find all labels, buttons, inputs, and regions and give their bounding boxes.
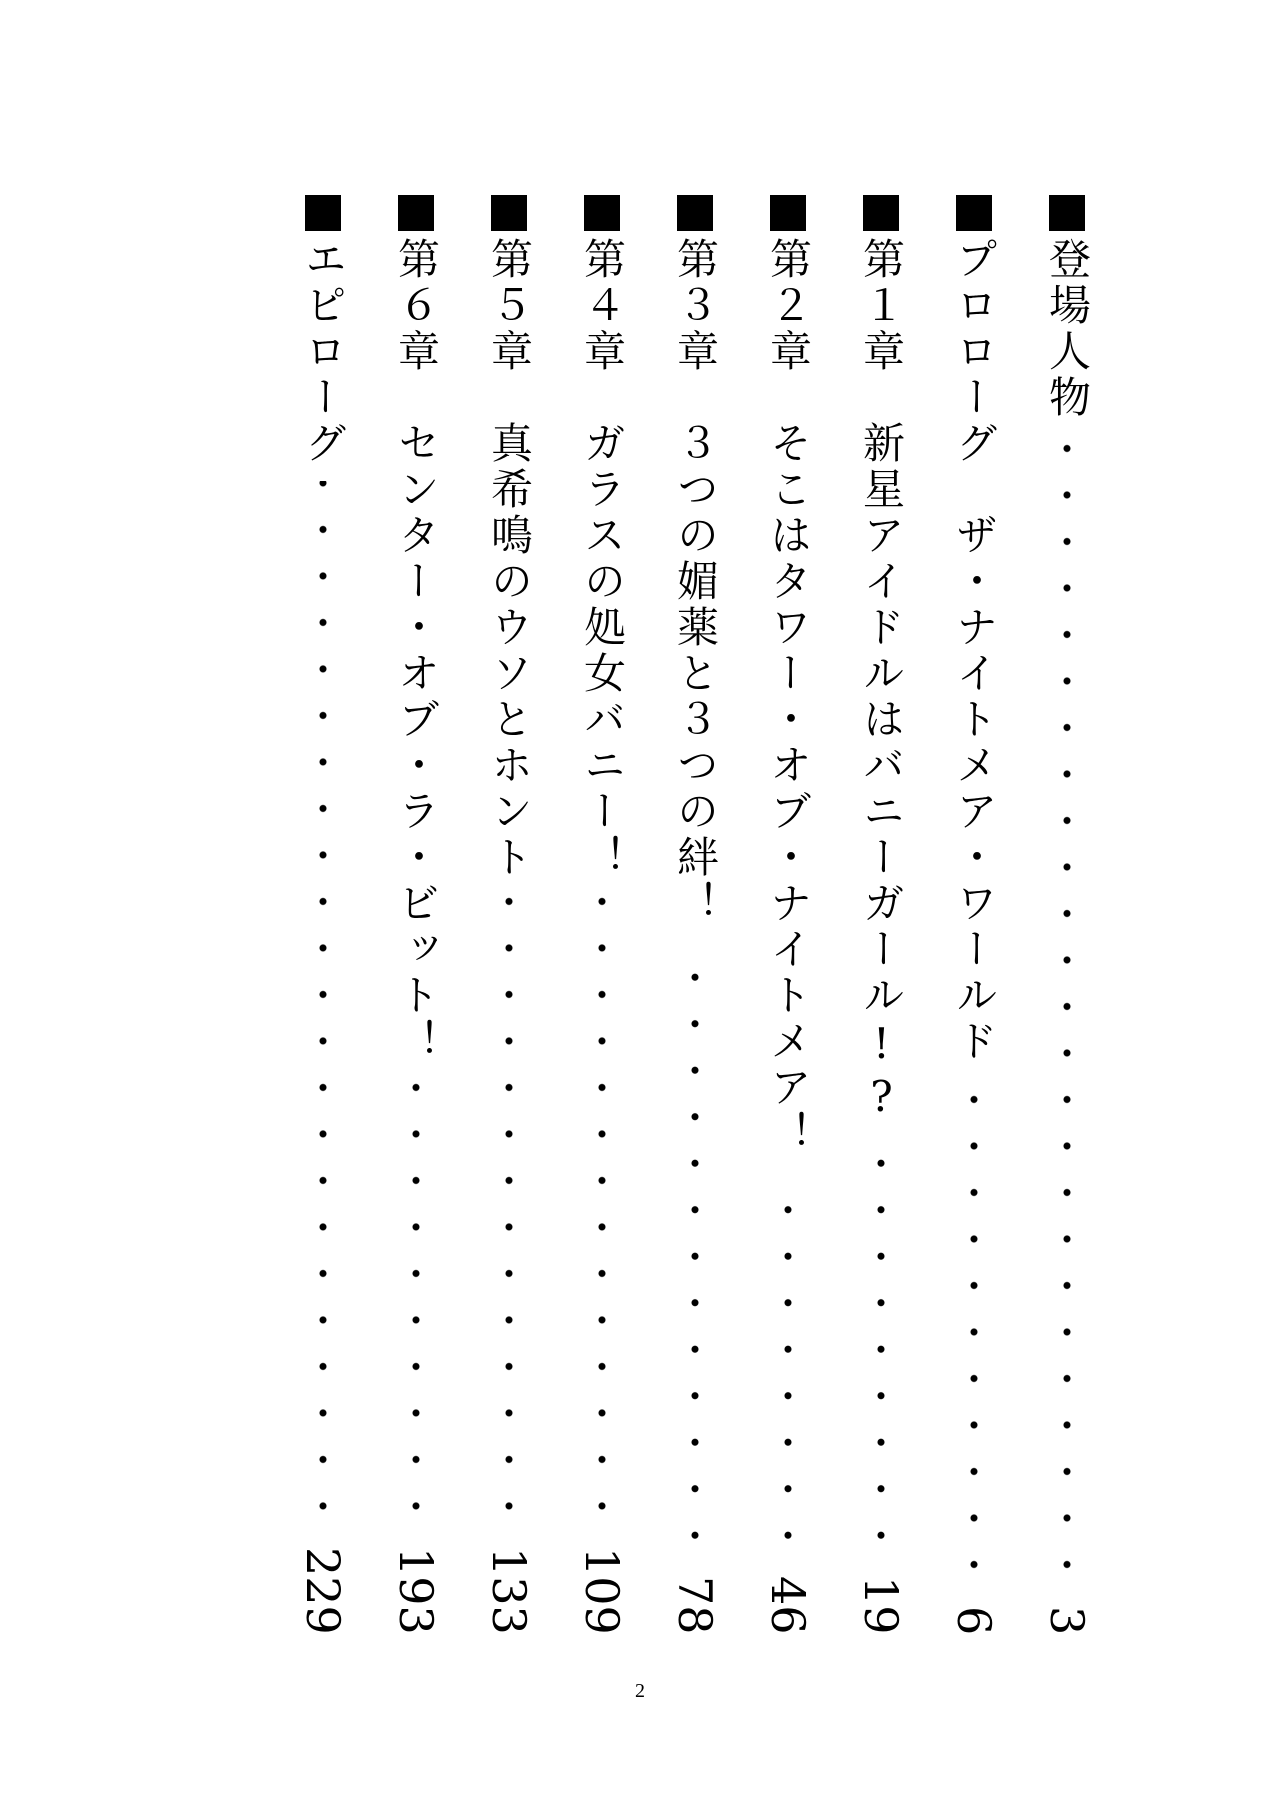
dot-leader [765,1171,811,1558]
table-of-contents [296,195,1094,1635]
toc-entry[interactable] [947,195,1001,1635]
dot-leader [300,481,346,1529]
entry-page-number: 3 [1040,1605,1094,1635]
entry-title: プロローグ ザ・ナイトメア・ワールド [950,237,999,1065]
entry-page-number: 229 [296,1547,350,1635]
page-number: 2 [635,1680,645,1702]
toc-entry[interactable] [1040,195,1094,1635]
toc-entry[interactable] [761,195,815,1635]
entry-page-number: 46 [761,1576,815,1635]
toc-entry[interactable] [482,195,536,1635]
dot-leader [486,895,532,1529]
dot-leader [1044,435,1090,1588]
toc-entry[interactable] [389,195,443,1635]
square-bullet-icon [491,195,527,231]
entry-title: 登場人物 [1043,237,1092,421]
entry-page-number: 78 [668,1576,722,1635]
square-bullet-icon [1049,195,1085,231]
square-bullet-icon [770,195,806,231]
entry-page-number: 133 [482,1547,536,1635]
square-bullet-icon [956,195,992,231]
toc-entry[interactable] [575,195,629,1635]
dot-leader [858,1139,904,1558]
square-bullet-icon [398,195,434,231]
entry-page-number: 109 [575,1547,629,1635]
entry-page-number: 19 [854,1576,908,1635]
toc-entry[interactable] [854,195,908,1635]
entry-title: 第２章 そこはタワー・オブ・ナイトメア！ [764,237,813,1157]
square-bullet-icon [584,195,620,231]
entry-title: 第６章 センター・オブ・ラ・ビット！ [392,237,441,1065]
square-bullet-icon [863,195,899,231]
toc-entry[interactable] [668,195,722,1635]
dot-leader [951,1079,997,1588]
dot-leader [672,941,718,1558]
entry-title: 第５章 真希鳴のウソとホント [485,237,534,881]
entry-title: エピローグ [299,237,348,467]
dot-leader [393,1079,439,1529]
entry-title: 第３章 ３つの媚薬と３つの絆！ [671,237,720,927]
dot-leader [579,895,625,1529]
entry-page-number: 6 [947,1605,1001,1635]
square-bullet-icon [305,195,341,231]
entry-title: 第１章 新星アイドルはバニーガール!? [857,237,906,1125]
square-bullet-icon [677,195,713,231]
entry-title: 第４章 ガラスの処女バニー！ [578,237,627,881]
toc-entry[interactable] [296,195,350,1635]
entry-page-number: 193 [389,1547,443,1635]
